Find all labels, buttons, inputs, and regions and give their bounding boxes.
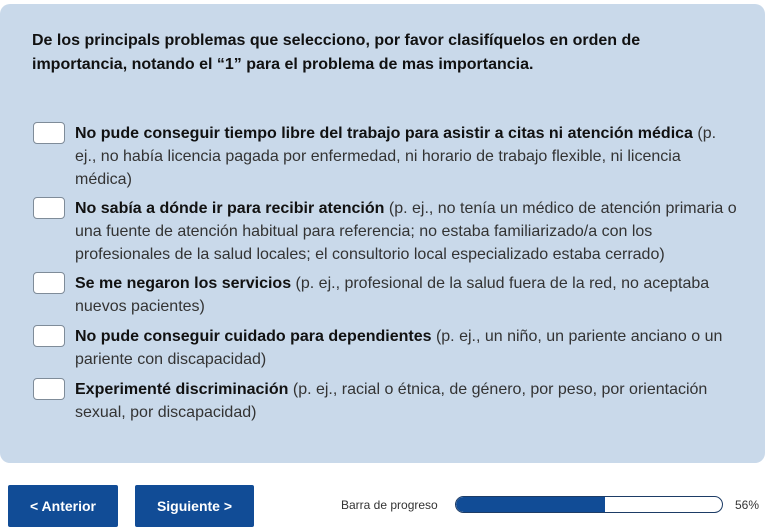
progress-bar-fill bbox=[456, 497, 605, 512]
option-detail-4: (p. ej., un niño, un pariente anciano o un pariente con discapacidad) bbox=[75, 328, 723, 368]
option-text-1 bbox=[75, 122, 737, 191]
option-detail-3: (p. ej., profesional de la salud fuera de la red, no aceptaba nuevos pacientes) bbox=[75, 275, 710, 315]
option-title-2: No sabía a dónde ir para recibir atención bbox=[75, 200, 385, 217]
rank-input-2[interactable] bbox=[33, 197, 65, 219]
option-title-4: No pude conseguir cuidado para dependientes bbox=[75, 328, 432, 345]
next-button[interactable]: Siguiente > bbox=[135, 485, 254, 527]
option-text-5 bbox=[75, 378, 737, 424]
previous-button[interactable]: < Anterior bbox=[8, 485, 118, 527]
option-text-3 bbox=[75, 272, 737, 318]
option-detail-2: (p. ej., no tenía un médico de atención primaria o una fuente de atención habitual para referencia; no estaba familiarizado/a con los profesionales de la salud locales; el consultorio local especializado estaba cerrado) bbox=[75, 200, 737, 263]
option-detail-5: (p. ej., racial o étnica, de género, por peso, por orientación sexual, por discapacidad) bbox=[75, 381, 708, 421]
rank-input-1[interactable] bbox=[33, 122, 65, 144]
question-text: De los principals problemas que selecciono, por favor clasifíquelos en orden de importancia, notando el “1” para el problema de mas importancia. bbox=[32, 32, 641, 73]
progress-percent: 56% bbox=[735, 498, 760, 512]
option-detail-1: (p. ej., no había licencia pagada por enfermedad, ni horario de trabajo flexible, ni licencia médica) bbox=[75, 125, 717, 188]
option-title-3: Se me negaron los servicios bbox=[75, 275, 292, 292]
rank-input-3[interactable] bbox=[33, 272, 65, 294]
option-text-2 bbox=[75, 197, 737, 266]
progress-label: Barra de progreso bbox=[341, 498, 438, 512]
progress-bar bbox=[455, 496, 723, 513]
option-title-1: No pude conseguir tiempo libre del trabajo para asistir a citas ni atención médica bbox=[75, 125, 693, 142]
rank-input-4[interactable] bbox=[33, 325, 65, 347]
question-panel bbox=[0, 4, 765, 463]
option-title-5: Experimenté discriminación bbox=[75, 381, 289, 398]
option-text-4 bbox=[75, 325, 737, 371]
rank-input-5[interactable] bbox=[33, 378, 65, 400]
